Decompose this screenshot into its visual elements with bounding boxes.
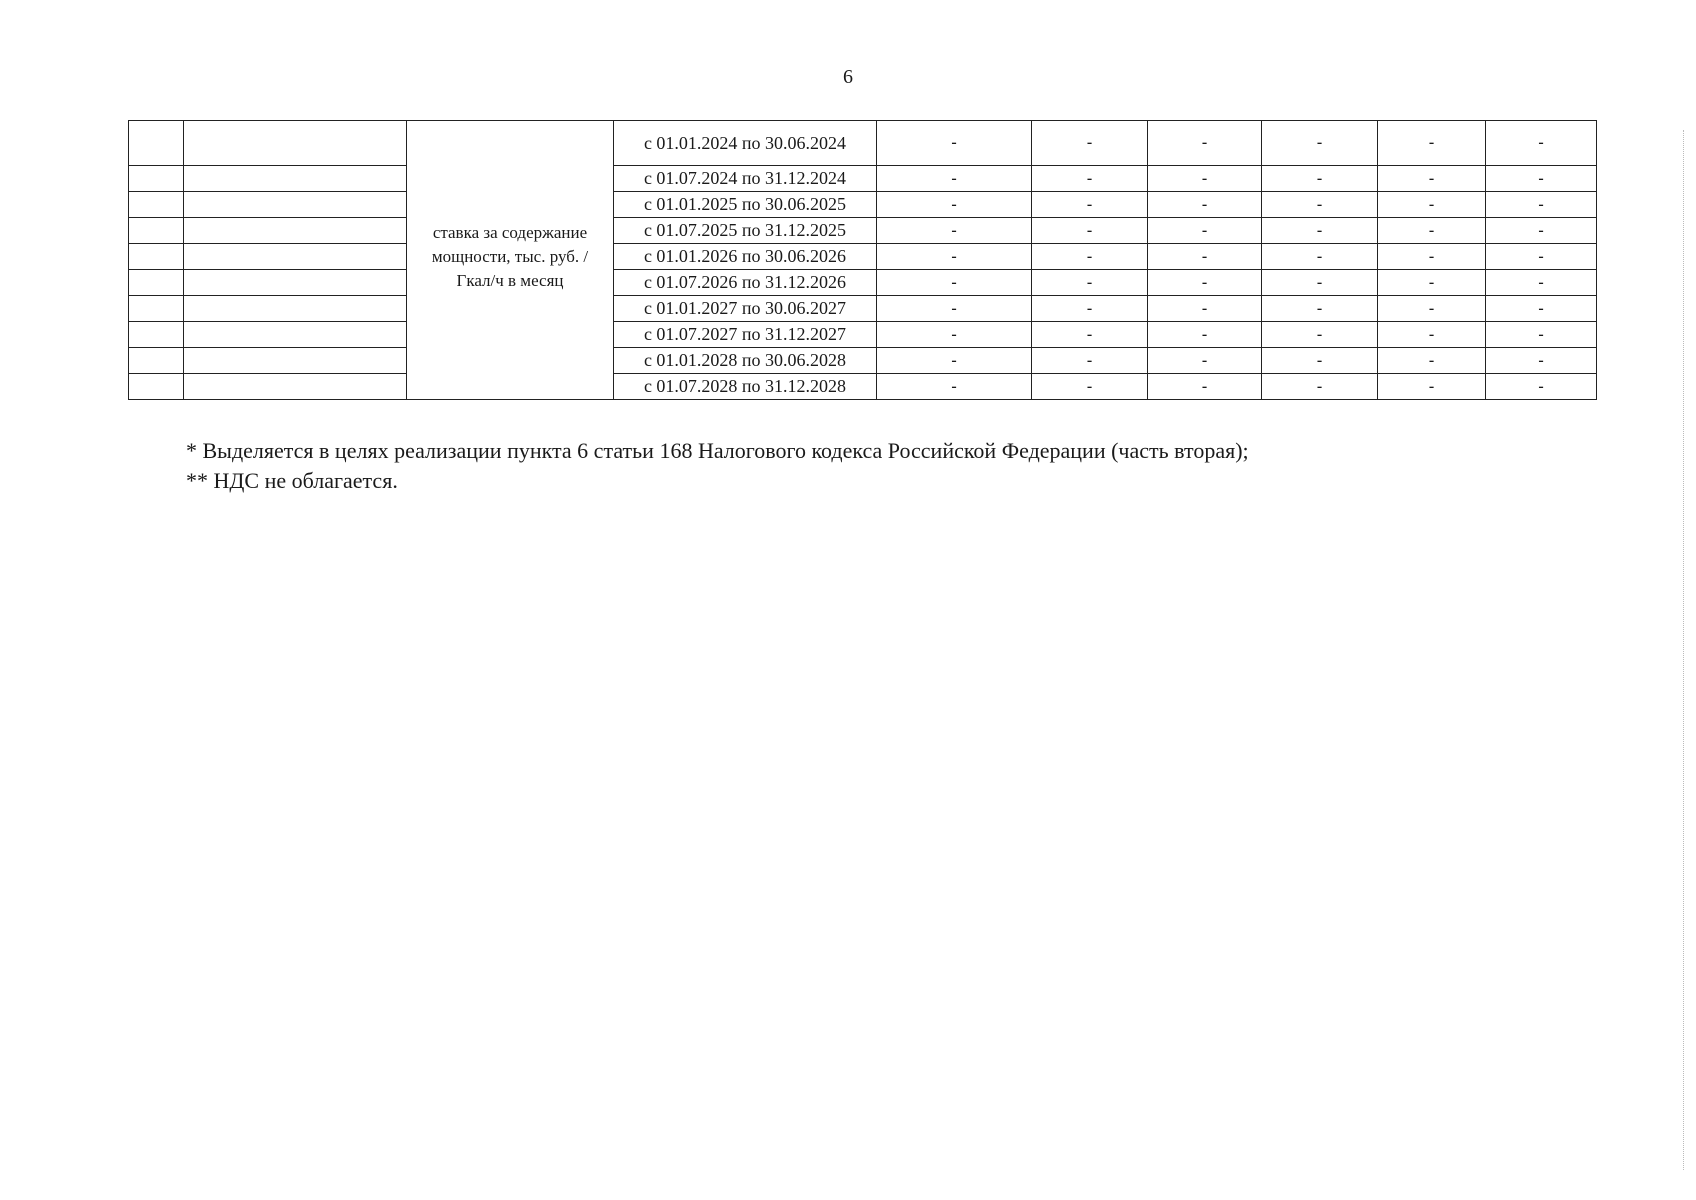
- value-cell: -: [1486, 121, 1597, 166]
- value-cell: -: [1032, 244, 1148, 270]
- value-cell: -: [1486, 166, 1597, 192]
- value-cell: -: [1032, 270, 1148, 296]
- value-cell: -: [1486, 244, 1597, 270]
- value-cell: -: [877, 192, 1032, 218]
- table-row: [129, 121, 1597, 166]
- value-cell: -: [1378, 218, 1486, 244]
- value-cell: -: [877, 244, 1032, 270]
- name-cell: [184, 348, 407, 374]
- value-cell: -: [1262, 374, 1378, 400]
- value-cell: -: [1148, 374, 1262, 400]
- value-cell: -: [877, 218, 1032, 244]
- number-cell: [129, 244, 184, 270]
- table-row: [129, 374, 1597, 400]
- value-cell: -: [1486, 218, 1597, 244]
- number-cell: [129, 322, 184, 348]
- value-cell: -: [877, 166, 1032, 192]
- name-cell: [184, 244, 407, 270]
- value-cell: -: [1262, 192, 1378, 218]
- period-cell: с 01.01.2025 по 30.06.2025: [614, 192, 877, 218]
- value-cell: -: [1032, 218, 1148, 244]
- period-cell: с 01.07.2024 по 31.12.2024: [614, 166, 877, 192]
- value-cell: -: [1148, 270, 1262, 296]
- table-row: [129, 166, 1597, 192]
- period-cell: с 01.07.2025 по 31.12.2025: [614, 218, 877, 244]
- value-cell: -: [1262, 348, 1378, 374]
- name-cell: [184, 322, 407, 348]
- value-cell: -: [1262, 244, 1378, 270]
- value-cell: -: [877, 322, 1032, 348]
- tariff-table: [128, 120, 1597, 400]
- name-cell: [184, 218, 407, 244]
- table-row: [129, 270, 1597, 296]
- period-cell: с 01.07.2028 по 31.12.2028: [614, 374, 877, 400]
- number-cell: [129, 166, 184, 192]
- name-cell: [184, 374, 407, 400]
- value-cell: -: [1378, 374, 1486, 400]
- value-cell: -: [1262, 166, 1378, 192]
- page-number: 6: [843, 66, 853, 88]
- table-row: [129, 296, 1597, 322]
- value-cell: -: [1262, 322, 1378, 348]
- value-cell: -: [877, 270, 1032, 296]
- value-cell: -: [1486, 270, 1597, 296]
- value-cell: -: [1378, 270, 1486, 296]
- value-cell: -: [1378, 244, 1486, 270]
- value-cell: -: [877, 121, 1032, 166]
- value-cell: -: [1262, 270, 1378, 296]
- name-cell: [184, 296, 407, 322]
- footnote-vat-allocated: * Выделяется в целях реализации пункта 6 статьи 168 Налогового кодекса Российской Федерации (часть вторая);: [186, 438, 1249, 463]
- value-cell: -: [1032, 192, 1148, 218]
- value-cell: -: [1148, 348, 1262, 374]
- value-cell: -: [877, 296, 1032, 322]
- value-cell: -: [1262, 296, 1378, 322]
- period-cell: с 01.01.2026 по 30.06.2026: [614, 244, 877, 270]
- value-cell: -: [1032, 348, 1148, 374]
- period-cell: с 01.01.2027 по 30.06.2027: [614, 296, 877, 322]
- number-cell: [129, 374, 184, 400]
- value-cell: -: [1486, 322, 1597, 348]
- value-cell: -: [1032, 374, 1148, 400]
- value-cell: -: [1148, 244, 1262, 270]
- table-row: [129, 218, 1597, 244]
- value-cell: -: [1148, 322, 1262, 348]
- number-cell: [129, 348, 184, 374]
- value-cell: -: [1148, 121, 1262, 166]
- footnote-vat-exempt: ** НДС не облагается.: [186, 468, 398, 493]
- value-cell: -: [1486, 374, 1597, 400]
- value-cell: -: [877, 374, 1032, 400]
- value-cell: -: [1378, 121, 1486, 166]
- value-cell: -: [1032, 322, 1148, 348]
- period-cell: с 01.07.2027 по 31.12.2027: [614, 322, 877, 348]
- value-cell: -: [1148, 296, 1262, 322]
- number-cell: [129, 192, 184, 218]
- period-cell: с 01.01.2024 по 30.06.2024: [614, 121, 877, 166]
- value-cell: -: [1378, 348, 1486, 374]
- table-row: [129, 192, 1597, 218]
- value-cell: -: [1262, 218, 1378, 244]
- name-cell: [184, 270, 407, 296]
- value-cell: -: [1486, 296, 1597, 322]
- value-cell: -: [877, 348, 1032, 374]
- value-cell: -: [1486, 348, 1597, 374]
- value-cell: -: [1378, 166, 1486, 192]
- value-cell: -: [1262, 121, 1378, 166]
- footnotes: [186, 436, 1249, 496]
- table-row: [129, 244, 1597, 270]
- value-cell: -: [1378, 192, 1486, 218]
- period-cell: с 01.07.2026 по 31.12.2026: [614, 270, 877, 296]
- number-cell: [129, 270, 184, 296]
- value-cell: -: [1378, 296, 1486, 322]
- scan-edge-line: [1682, 130, 1684, 1170]
- value-cell: -: [1486, 192, 1597, 218]
- value-cell: -: [1032, 296, 1148, 322]
- value-cell: -: [1148, 192, 1262, 218]
- value-cell: -: [1148, 218, 1262, 244]
- table-row: [129, 322, 1597, 348]
- number-cell: [129, 296, 184, 322]
- name-cell: [184, 121, 407, 166]
- number-cell: [129, 218, 184, 244]
- name-cell: [184, 166, 407, 192]
- name-cell: [184, 192, 407, 218]
- value-cell: -: [1032, 121, 1148, 166]
- value-cell: -: [1032, 166, 1148, 192]
- table-row: [129, 348, 1597, 374]
- number-cell: [129, 121, 184, 166]
- value-cell: -: [1148, 166, 1262, 192]
- table-body: [129, 121, 1597, 400]
- period-cell: с 01.01.2028 по 30.06.2028: [614, 348, 877, 374]
- value-cell: -: [1378, 322, 1486, 348]
- rate-label-cell: ставка за содержание мощности, тыс. руб. /Гкал/ч в месяц: [407, 121, 614, 400]
